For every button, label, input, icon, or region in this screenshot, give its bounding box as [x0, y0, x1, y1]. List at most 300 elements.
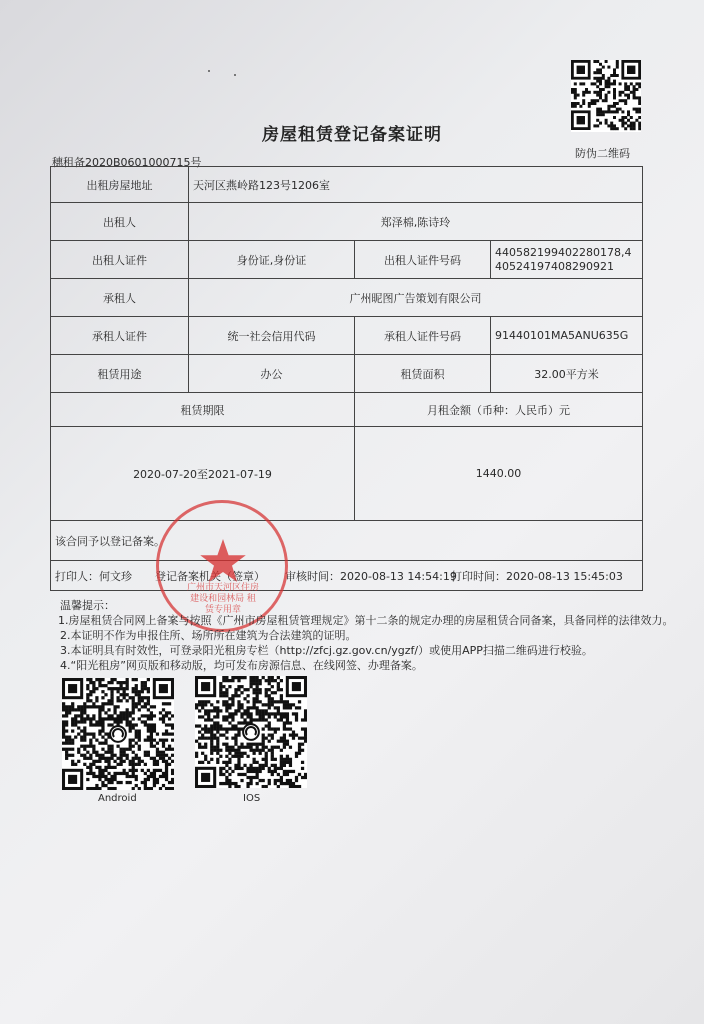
qr-module: [135, 736, 138, 739]
qr-module: [101, 723, 104, 726]
qr-module: [216, 700, 219, 703]
qr-module: [129, 760, 132, 763]
qr-module: [638, 116, 641, 119]
qr-module: [71, 720, 74, 723]
qr-module: [271, 770, 274, 773]
qr-module: [165, 775, 168, 778]
qr-module: [129, 769, 132, 772]
qr-module: [277, 706, 280, 709]
qr-module: [123, 687, 126, 690]
qr-module: [243, 712, 246, 715]
qr-module: [138, 787, 141, 790]
qr-module: [274, 727, 277, 730]
qr-module: [71, 760, 74, 763]
qr-module: [274, 779, 277, 782]
qr-module: [113, 708, 116, 711]
qr-module: [135, 693, 138, 696]
qr-module: [613, 80, 616, 83]
qr-finder: [201, 773, 210, 782]
qr-module: [159, 711, 162, 714]
qr-module: [171, 754, 174, 757]
qr-module: [168, 763, 171, 766]
qr-module: [120, 751, 123, 754]
qr-module: [635, 110, 638, 113]
qr-module: [126, 678, 129, 681]
period-value: 2020-07-20至2021-07-19: [51, 427, 355, 521]
qr-module: [240, 691, 243, 694]
qr-module: [210, 758, 213, 761]
qr-module: [280, 758, 283, 761]
qr-module: [216, 730, 219, 733]
qr-module: [138, 732, 141, 735]
qr-module: [126, 772, 129, 775]
qr-module: [225, 749, 228, 752]
qr-module: [237, 734, 240, 737]
qr-module: [280, 715, 283, 718]
qr-module: [141, 781, 144, 784]
qr-module: [596, 94, 599, 97]
qr-module: [162, 739, 165, 742]
qr-module: [283, 700, 286, 703]
qr-module: [74, 763, 77, 766]
qr-module: [225, 737, 228, 740]
qr-module: [256, 718, 259, 721]
qr-module: [89, 766, 92, 769]
qr-module: [605, 122, 608, 125]
qr-module: [262, 718, 265, 721]
qr-module: [588, 102, 591, 105]
qr-module: [86, 766, 89, 769]
qr-module: [249, 679, 252, 682]
qr-module: [68, 705, 71, 708]
qr-module: [280, 779, 283, 782]
qr-module: [624, 99, 627, 102]
qr-module: [304, 734, 307, 737]
qr-module: [231, 718, 234, 721]
qr-module: [237, 679, 240, 682]
qr-module: [619, 108, 622, 111]
qr-module: [225, 715, 228, 718]
qr-module: [123, 772, 126, 775]
qr-module: [234, 767, 237, 770]
qr-module: [86, 705, 89, 708]
qr-module: [301, 727, 304, 730]
qr-module: [110, 775, 113, 778]
qr-module: [129, 729, 132, 732]
qr-module: [295, 779, 298, 782]
qr-module: [599, 77, 602, 80]
qr-module: [150, 732, 153, 735]
qr-module: [113, 760, 116, 763]
qr-module: [271, 712, 274, 715]
qr-module: [633, 108, 636, 111]
qr-module: [216, 709, 219, 712]
qr-module: [65, 736, 68, 739]
qr-module: [616, 66, 619, 69]
qr-module: [150, 726, 153, 729]
lessee-label: 承租人: [51, 279, 189, 317]
qr-module: [280, 688, 283, 691]
qr-module: [110, 714, 113, 717]
qr-module: [222, 761, 225, 764]
qr-module: [274, 782, 277, 785]
qr-module: [613, 102, 616, 105]
qr-module: [156, 732, 159, 735]
qr-module: [150, 714, 153, 717]
qr-module: [304, 730, 307, 733]
qr-module: [132, 717, 135, 720]
qr-module: [225, 746, 228, 749]
qr-module: [621, 119, 624, 122]
qr-module: [219, 709, 222, 712]
qr-module: [277, 773, 280, 776]
qr-module: [68, 748, 71, 751]
qr-module: [298, 749, 301, 752]
qr-module: [86, 772, 89, 775]
qr-module: [237, 764, 240, 767]
qr-module: [253, 752, 256, 755]
qr-module: [596, 108, 599, 111]
qr-module: [234, 743, 237, 746]
qr-module: [256, 685, 259, 688]
qr-module: [162, 732, 165, 735]
qr-module: [222, 727, 225, 730]
qr-module: [147, 787, 150, 790]
qr-module: [616, 74, 619, 77]
qr-module: [256, 782, 259, 785]
qr-module: [123, 711, 126, 714]
qr-module: [280, 737, 283, 740]
qr-module: [599, 113, 602, 116]
qr-module: [292, 734, 295, 737]
qr-module: [110, 787, 113, 790]
qr-module: [83, 745, 86, 748]
qr-module: [246, 743, 249, 746]
qr-module: [168, 732, 171, 735]
qr-module: [144, 787, 147, 790]
qr-module: [216, 724, 219, 727]
qr-module: [159, 751, 162, 754]
qr-module: [599, 91, 602, 94]
qr-module: [240, 706, 243, 709]
qr-module: [80, 745, 83, 748]
qr-module: [301, 718, 304, 721]
tips-heading: 温馨提示：: [60, 599, 115, 612]
qr-module: [216, 749, 219, 752]
qr-module: [231, 724, 234, 727]
qr-module: [237, 694, 240, 697]
qr-module: [259, 779, 262, 782]
qr-module: [298, 700, 301, 703]
qr-module: [204, 727, 207, 730]
qr-module: [225, 706, 228, 709]
seal-text: 广州市天河区住房建设和园林局 租赁专用章: [187, 583, 260, 615]
qr-module: [283, 743, 286, 746]
qr-module: [237, 746, 240, 749]
qr-module: [599, 80, 602, 83]
qr-module: [225, 776, 228, 779]
qr-module: [588, 91, 591, 94]
qr-module: [101, 696, 104, 699]
qr-module: [129, 696, 132, 699]
qr-module: [605, 110, 608, 113]
qr-module: [95, 751, 98, 754]
qr-module: [65, 742, 68, 745]
qr-module: [62, 720, 65, 723]
qr-module: [101, 781, 104, 784]
qr-finder: [159, 684, 168, 693]
qr-module: [283, 727, 286, 730]
qr-module: [162, 708, 165, 711]
qr-module: [234, 755, 237, 758]
qr-module: [271, 703, 274, 706]
qr-module: [198, 743, 201, 746]
qr-module: [216, 715, 219, 718]
qr-module: [104, 732, 107, 735]
qr-module: [610, 105, 613, 108]
qr-module: [234, 737, 237, 740]
qr-module: [92, 732, 95, 735]
qr-module: [168, 711, 171, 714]
qr-module: [107, 702, 110, 705]
qr-module: [225, 703, 228, 706]
qr-module: [92, 751, 95, 754]
qr-module: [253, 691, 256, 694]
qr-module: [231, 694, 234, 697]
qr-module: [107, 763, 110, 766]
qr-module: [116, 781, 119, 784]
qr-module: [116, 696, 119, 699]
qr-module: [62, 742, 65, 745]
qr-module: [621, 99, 624, 102]
qr-module: [165, 739, 168, 742]
qr-module: [222, 718, 225, 721]
qr-module: [259, 709, 262, 712]
qr-module: [144, 720, 147, 723]
qr-module: [225, 718, 228, 721]
qr-module: [268, 676, 271, 679]
qr-module: [638, 110, 641, 113]
qr-module: [265, 703, 268, 706]
qr-module: [120, 760, 123, 763]
ios-label: IOS: [243, 793, 261, 804]
qr-module: [168, 757, 171, 760]
qr-module: [216, 727, 219, 730]
qr-module: [630, 122, 633, 125]
qr-module: [243, 697, 246, 700]
qr-module: [596, 71, 599, 74]
qr-module: [274, 715, 277, 718]
qr-module: [107, 717, 110, 720]
qr-finder: [577, 66, 585, 74]
qr-module: [135, 754, 138, 757]
qr-module: [86, 678, 89, 681]
qr-module: [92, 681, 95, 684]
lessee-id-no-value: 91440101MA5ANU635G: [491, 317, 643, 355]
qr-module: [268, 727, 271, 730]
qr-module: [147, 678, 150, 681]
qr-module: [268, 697, 271, 700]
qr-module: [86, 696, 89, 699]
qr-module: [98, 684, 101, 687]
qr-module: [120, 720, 123, 723]
qr-module: [129, 726, 132, 729]
qr-module: [162, 754, 165, 757]
qr-module: [605, 99, 608, 102]
qr-module: [256, 746, 259, 749]
qr-module: [249, 764, 252, 767]
rent-label: 月租金额（币种：人民币）元: [355, 393, 643, 427]
qr-module: [234, 740, 237, 743]
qr-module: [243, 752, 246, 755]
qr-module: [71, 717, 74, 720]
qr-module: [292, 703, 295, 706]
qr-module: [120, 748, 123, 751]
qr-module: [222, 691, 225, 694]
qr-module: [126, 711, 129, 714]
qr-module: [201, 737, 204, 740]
qr-module: [165, 766, 168, 769]
qr-module: [234, 688, 237, 691]
tip-item: 4.“阳光租房”网页版和移动版，均可发布房源信息、在线网签、办理备案。: [60, 659, 423, 672]
qr-module: [216, 721, 219, 724]
qr-module: [262, 676, 265, 679]
qr-module: [210, 740, 213, 743]
qr-module: [256, 776, 259, 779]
qr-module: [95, 775, 98, 778]
qr-module: [295, 715, 298, 718]
qr-module: [613, 82, 616, 85]
qr-module: [234, 764, 237, 767]
qr-module: [107, 760, 110, 763]
qr-module: [571, 105, 574, 108]
qr-module: [198, 724, 201, 727]
qr-module: [71, 763, 74, 766]
qr-module: [624, 127, 627, 130]
qr-module: [83, 736, 86, 739]
qr-module: [231, 712, 234, 715]
qr-module: [150, 742, 153, 745]
qr-module: [132, 687, 135, 690]
qr-module: [256, 712, 259, 715]
qr-module: [83, 708, 86, 711]
qr-module: [228, 727, 231, 730]
qr-module: [265, 755, 268, 758]
qr-module: [156, 763, 159, 766]
qr-module: [222, 685, 225, 688]
qr-module: [240, 703, 243, 706]
qr-module: [219, 755, 222, 758]
qr-module: [289, 727, 292, 730]
qr-module: [237, 688, 240, 691]
qr-module: [65, 720, 68, 723]
qr-module: [298, 706, 301, 709]
qr-module: [153, 729, 156, 732]
qr-module: [135, 702, 138, 705]
qr-module: [596, 68, 599, 71]
qr-module: [129, 748, 132, 751]
android-app-qr-code: [62, 678, 174, 790]
qr-module: [624, 122, 627, 125]
qr-module: [613, 124, 616, 127]
ios-app-qr-code: [195, 676, 307, 788]
qr-module: [621, 116, 624, 119]
qr-module: [104, 769, 107, 772]
qr-module: [298, 737, 301, 740]
qr-module: [171, 787, 174, 790]
qr-module: [162, 772, 165, 775]
qr-module: [101, 736, 104, 739]
qr-module: [225, 761, 228, 764]
qr-module: [198, 730, 201, 733]
qr-module: [204, 743, 207, 746]
qr-module: [588, 105, 591, 108]
qr-module: [104, 739, 107, 742]
qr-module: [616, 60, 619, 63]
qr-module: [259, 752, 262, 755]
qr-module: [104, 717, 107, 720]
qr-module: [295, 734, 298, 737]
qr-module: [222, 782, 225, 785]
qr-module: [92, 760, 95, 763]
qr-module: [259, 691, 262, 694]
qr-module: [630, 116, 633, 119]
qr-module: [144, 681, 147, 684]
qr-module: [256, 709, 259, 712]
qr-module: [207, 761, 210, 764]
qr-module: [277, 718, 280, 721]
qr-module: [240, 773, 243, 776]
qr-module: [168, 745, 171, 748]
review-time: 审核时间：2020-08-13 14:54:19: [285, 569, 457, 583]
qr-module: [228, 746, 231, 749]
qr-module: [138, 748, 141, 751]
qr-module: [80, 729, 83, 732]
qr-module: [249, 685, 252, 688]
qr-module: [104, 702, 107, 705]
qr-module: [104, 766, 107, 769]
qr-module: [171, 739, 174, 742]
qr-module: [126, 699, 129, 702]
qr-module: [246, 715, 249, 718]
qr-module: [271, 737, 274, 740]
qr-module: [107, 772, 110, 775]
qr-module: [195, 724, 198, 727]
qr-module: [201, 715, 204, 718]
qr-module: [216, 743, 219, 746]
qr-module: [171, 781, 174, 784]
qr-module: [571, 88, 574, 91]
qr-module: [168, 723, 171, 726]
qr-module: [77, 732, 80, 735]
qr-module: [246, 706, 249, 709]
qr-module: [225, 679, 228, 682]
qr-module: [144, 702, 147, 705]
qr-module: [132, 723, 135, 726]
qr-module: [268, 740, 271, 743]
qr-module: [65, 711, 68, 714]
qr-module: [301, 737, 304, 740]
qr-module: [129, 711, 132, 714]
qr-module: [210, 734, 213, 737]
qr-module: [86, 687, 89, 690]
qr-module: [153, 778, 156, 781]
qr-module: [249, 718, 252, 721]
qr-module: [289, 785, 292, 788]
qr-module: [138, 729, 141, 732]
qr-module: [262, 715, 265, 718]
qr-module: [95, 678, 98, 681]
